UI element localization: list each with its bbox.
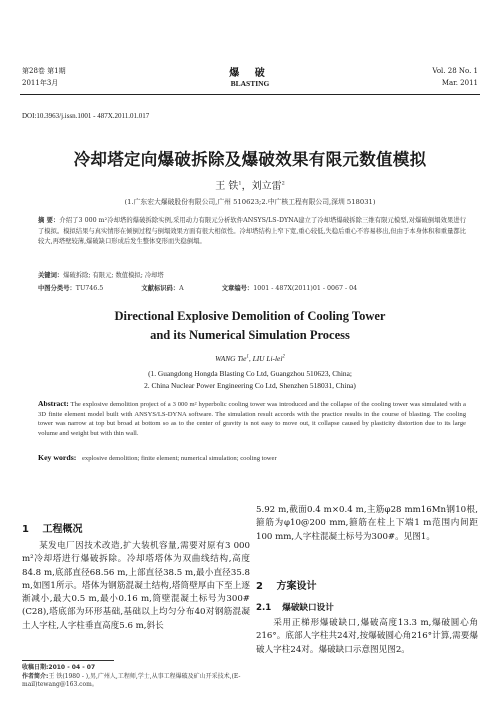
- keywords-cn-label: 关键词：: [38, 272, 64, 279]
- paper-title-en-line1: Directional Explosive Demolition of Cooling Tower: [114, 309, 386, 323]
- affiliation-cn: (1.广东宏大爆破股份有限公司,广州 510623;2.中广核工程有限公司,深圳 518031): [124, 198, 376, 206]
- author-liu: 刘立雷: [251, 181, 282, 192]
- author-bio-label: 作者简介:: [22, 672, 49, 680]
- keywords-cn-text: 爆破拆除; 有限元; 数值模拟; 冷却塔: [63, 272, 164, 279]
- section-1-paragraph: 某发电厂因技术改造,扩大装机容量,需要对原有3 000 m²冷却塔进行爆破拆除。冷却塔塔体为双曲线结构,高度84.8 m,底部直径68.56 m,上部直径38.5 m,最小直径35.8 m,如图1所示。塔体为钢筋混凝土结构,塔筒壁厚由下至上逐渐减小,最大0.5 m,最小0.16 m,筒壁混凝土标号为300#(C28),塔底部为环形基础,基础以上均匀分布40对钢筋混凝土人字柱,人字柱垂直高度5.6 m,斜长: [22, 541, 250, 631]
- author-bio-text: 王 铁(1980 - ),男,广州人,工程师,学士,从事工程爆破及矿山开采技术,(E-mail)tewang@163.com。: [22, 672, 241, 689]
- abstract-en: [38, 399, 466, 438]
- section-2-1-body: [256, 617, 478, 657]
- paper-title-en-line2: and its Numerical Simulation Process: [150, 328, 350, 342]
- paper-title-cn: 冷却塔定向爆破拆除及爆破效果有限元数值模拟: [73, 150, 427, 169]
- section-2-number: 2: [256, 581, 263, 592]
- abstract-en-text: The explosive demolition project of a 3 000 m² hyperbolic cooling tower was introduced and the collapse of the cooling tower was simulated with a 3D finite element model built with ANSYS/LS-DYNA software. The simulation result accords with the practice results in the course of blasting. The cooling tower was narrow at top but broad at bottom so as to the center of gravity is not easy to move out, it collapse caused by plasticity distortion due to its large volume and weight but with thin wall.: [38, 401, 466, 437]
- section-1-title: 工程概况: [42, 524, 83, 535]
- section-2-title: 方案设计: [276, 581, 317, 592]
- doc-code-label: 文献标识码：: [141, 285, 180, 292]
- journal-name-en: BLASTING: [230, 79, 270, 88]
- section-2-1-title: 爆破缺口设计: [282, 603, 334, 613]
- section-2-1-heading: [256, 601, 334, 613]
- header-rule: [20, 94, 480, 95]
- section-1-heading: [22, 520, 82, 535]
- section-1-number: 1: [22, 524, 29, 535]
- author-bio: [22, 673, 250, 690]
- classification-line: [38, 284, 466, 295]
- abstract-cn-label: 摘 要：: [38, 217, 60, 224]
- keywords-en-label: Key words:: [38, 453, 77, 462]
- received-date: 收稿日期:2010 - 04 - 07: [22, 664, 96, 671]
- abstract-cn: [38, 216, 466, 248]
- section-1-body: [22, 540, 250, 633]
- author-wang: 王 铁: [215, 181, 239, 192]
- footnote-rule: [22, 660, 114, 661]
- author-en-wang: WANG Tie: [215, 354, 247, 363]
- author-wang-affil: 1: [238, 180, 242, 187]
- date-cn: 2011年3月: [22, 79, 59, 87]
- affiliation-en-1: (1. Guangdong Hongda Blasting Co Ltd, Guangzhou 510623, China;: [148, 369, 352, 378]
- clc-value: TU746.5: [75, 285, 104, 292]
- keywords-en: [38, 453, 277, 464]
- doi: DOI:10.3963/j.issn.1001 - 487X.2011.01.017: [22, 112, 150, 120]
- continuation-paragraph: 5.92 m,截面0.4 m×0.4 m,主筋φ28 mm16Mn钢10根,箍筋为φ10@200 mm,箍筋在柱上下端1 m范围内间距100 mm,人字柱混凝土标号为300#。见图1。: [256, 505, 478, 542]
- volume-issue-en: Vol. 28 No. 1: [432, 67, 478, 75]
- volume-issue-cn: 第28卷 第1期: [22, 67, 66, 75]
- author-en-wang-affil: 1: [246, 354, 249, 360]
- section-2-heading: [256, 577, 316, 592]
- journal-name-cn: 爆 破: [229, 68, 271, 79]
- author-liu-affil: 2: [281, 180, 285, 187]
- author-sep: ，: [241, 181, 252, 192]
- abstract-en-label: Abstract:: [38, 399, 69, 408]
- article-no-label: 文章编号：: [221, 285, 254, 292]
- keywords-cn: [38, 271, 164, 282]
- author-en-liu-affil: 2: [282, 354, 285, 360]
- author-en-sep: ,: [248, 354, 253, 363]
- right-column-continuation: [256, 504, 478, 544]
- article-no-value: 1001 - 487X(2011)01 - 0067 - 04: [253, 285, 358, 292]
- section-2-1-paragraph: 采用正梯形爆破缺口,爆破高度13.3 m,爆破圆心角216°。底部人字柱共24对,按爆破圆心角216°计算,需要爆破人字柱24对。爆破缺口示意图见图2。: [256, 618, 478, 655]
- keywords-en-text: explosive demolition; finite element; numerical simulation; cooling tower: [82, 455, 277, 462]
- authors-cn: [0, 177, 500, 192]
- footnote: [22, 664, 250, 690]
- author-en-liu: LIU Li-lei: [252, 354, 283, 363]
- authors-en: [0, 354, 500, 363]
- section-2-1-number: 2.1: [256, 603, 272, 613]
- date-en: Mar. 2011: [441, 79, 478, 87]
- affiliation-en-2: 2. China Nuclear Power Engineering Co Ltd, Shenzhen 518031, China): [144, 381, 356, 390]
- clc-label: 中图分类号：: [38, 285, 76, 292]
- doc-code-value: A: [179, 285, 184, 292]
- abstract-cn-text: 介绍了3 000 m²冷却塔的爆破拆除实例,采用动力有限元分析软件ANSYS/LS-DYNA建立了冷却塔爆破拆除三维有限元模型,对爆破倒塌效果进行了模拟。模拟结果与真实情形在倾倒过程与倒塌效果方面有很大相似性。冷却塔结构上窄下宽,重心较低,失稳后重心不容易移出,但由于本身体积和重量都比较大,再塔壁较薄,爆破缺口形成后发生整体变形而失稳倒塌。: [38, 217, 466, 245]
